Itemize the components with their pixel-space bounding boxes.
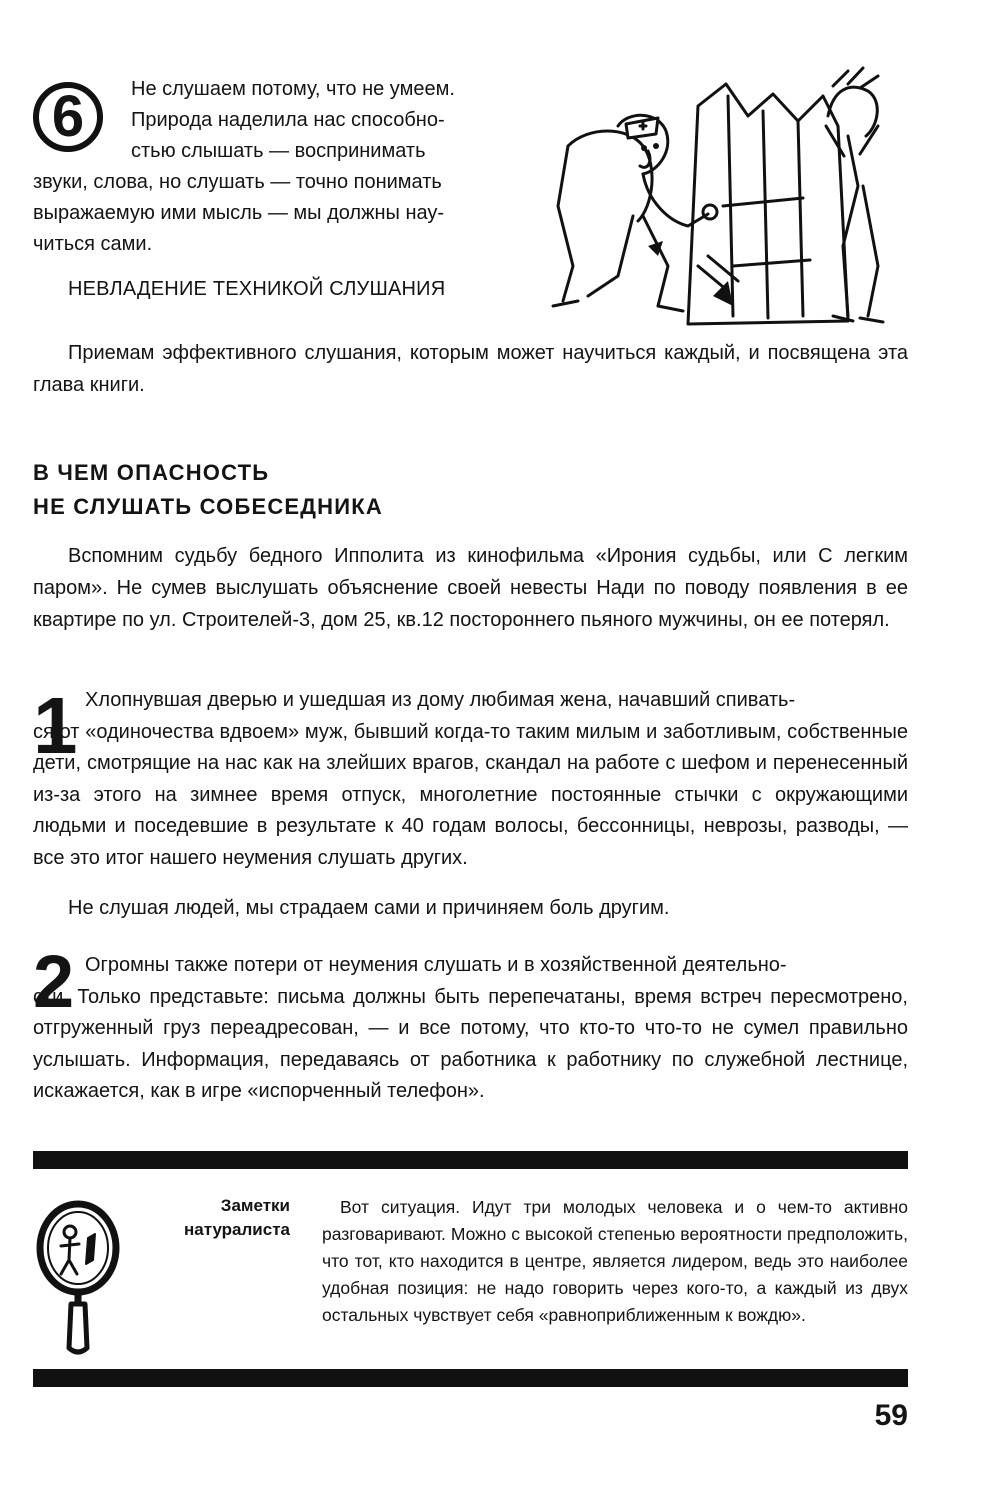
notes-label [134,1194,290,1242]
page-number: 59 [874,1399,908,1432]
item-1-rest: ся от «одиночества вдвоем» муж, бывший когда-то таким милым и заботливым, собственные дети, смотрящие на нас как на злейших врагов, скандал на работе с шефом и перенесенный из-за этого на зимнее время отпуск, многолетние постоянные стычки с окружающими людьми и поседевшие в результате к 40 годам волосы, бессонницы, неврозы, разводы, — все это итог нашего неумения слушать других. [33,720,908,869]
item-number-2: 2 [33,940,75,1023]
intro-paragraph: Приемам эффективного слушания, которым может научиться каждый, и посвящена эта глава книги. [33,342,908,396]
item-number-1: 1 [33,681,78,770]
notes-label-line: Заметки [220,1196,290,1215]
film-paragraph: Вспомним судьбу бедного Ипполита из кинофильма «Ирония судьбы, или С легким паром». Не сумев выслушать объяснение своей невесты Нади по поводу появления в ее квартире по ул. Строителей-3, дом 25, кв.12 постороннего пьяного мужчины, он ее потерял. [33,545,908,631]
item-1-paragraph [33,681,908,874]
text-line: стью слышать — воспринимать [131,140,426,162]
section-title-line: В ЧЕМ ОПАСНОСТЬ [33,460,270,485]
text-line: Природа наделила нас способно- [131,109,445,131]
inline-subheading: НЕВЛАДЕНИЕ ТЕХНИКОЙ СЛУШАНИЯ [68,278,446,300]
notes-text: Вот ситуация. Идут три молодых человека и о чем-то активно разговаривают. Можно с высокой степенью вероятности предположить, что тот, кто находится в центре, является лидером, ведь это наиболее удобная позиция: не надо говорить через кого-то, а каждый из двух остальных чувствует себя «равноприближенным к вождю». [322,1197,908,1325]
section-title [33,456,383,524]
magnifier-icon [33,1198,123,1358]
point-6-paragraph [33,74,543,260]
item-2-rest: сти. Только представьте: письма должны быть перепечатаны, время встреч пересмотрено, отгруженный груз переадресован, — и все потому, что кто-то что-то не сумел правильно услышать. Информация, передаваясь от работника к работнику по служебной лестнице, искажается, как в игре «испорченный телефон». [33,985,908,1102]
item-2-first-line: Огромны также потери от неумения слушать и в хозяйственной деятельно- [85,954,787,976]
circled-number-6: 6 [33,82,103,152]
text-line: читься сами. [33,233,153,255]
notes-label-line: натуралиста [183,1220,290,1239]
section-title-line: НЕ СЛУШАТЬ СОБЕСЕДНИКА [33,494,383,519]
notes-top-rule [33,1151,908,1169]
item-1-first-line: Хлопнувшая дверью и ушедшая из дому любимая жена, начавший спивать- [85,689,796,711]
item-2-paragraph [33,950,908,1108]
notes-bottom-rule [33,1369,908,1387]
cartoon-eavesdropping-illustration [548,66,898,328]
text-line: звуки, слова, но слушать — точно понимать [33,171,442,193]
item-1-followup: Не слушая людей, мы страдаем сами и причиняем боль другим. [68,897,670,919]
text-line: выражаемую ими мысль — мы должны нау- [33,202,445,224]
text-line: Не слушаем потому, что не умеем. [131,78,455,100]
